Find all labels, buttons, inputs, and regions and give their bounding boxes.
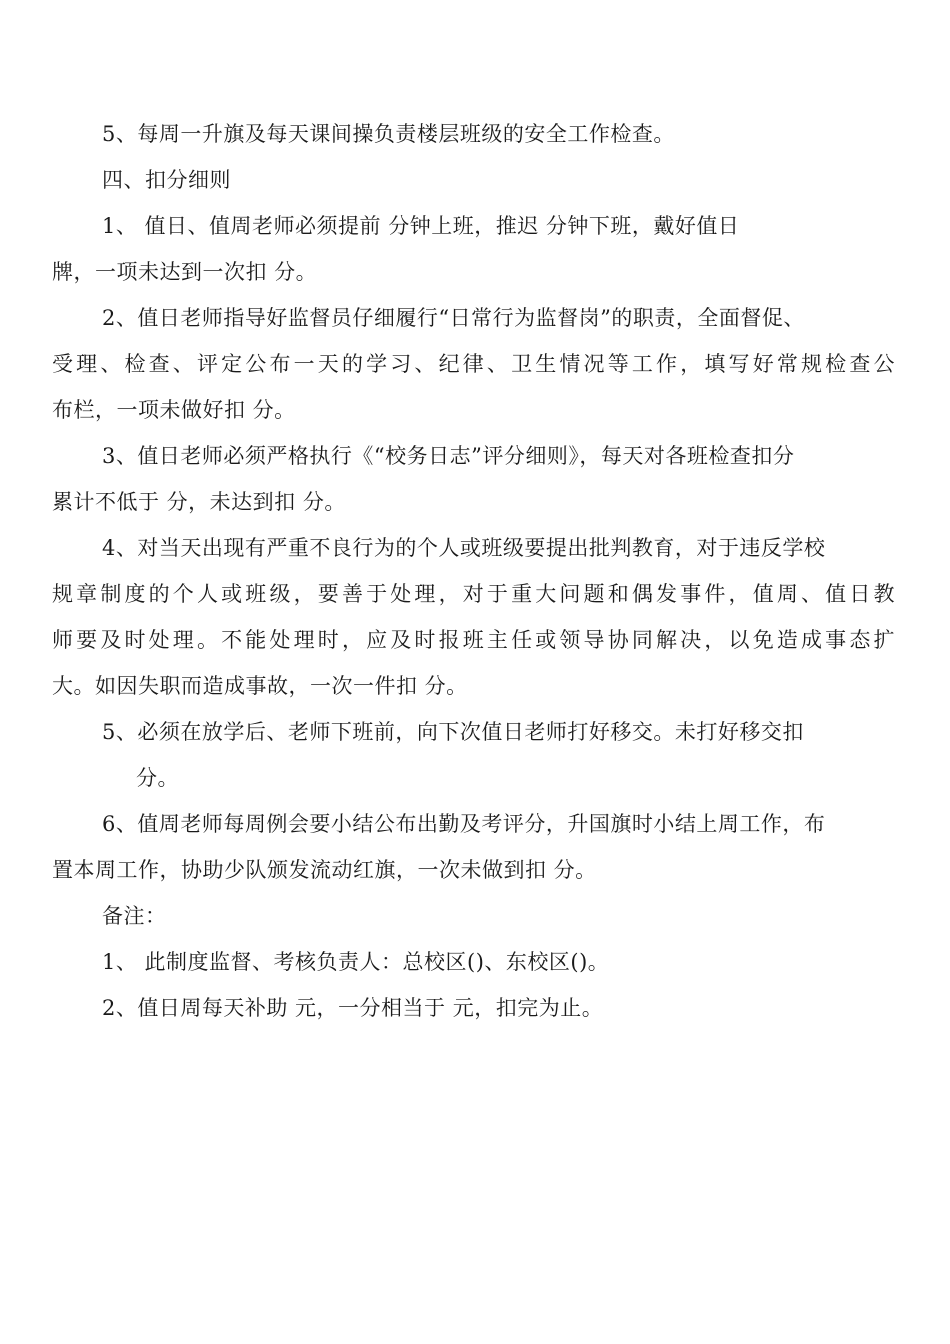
- rule-4-line-1: 4、对当天出现有严重不良行为的个人或班级要提出批判教育，对于违反学校: [102, 536, 826, 560]
- rule-1-line-2: 牌，一项未达到一次扣 分。: [52, 260, 318, 284]
- rule-2-line-3: 布栏，一项未做好扣 分。: [52, 398, 296, 422]
- note-1: 1、 此制度监督、考核负责人：总校区()、东校区()。: [102, 950, 610, 974]
- rule-2-line-1: 2、值日老师指导好监督员仔细履行“日常行为监督岗”的职责，全面督促、: [102, 306, 805, 330]
- notes-heading: 备注：: [102, 904, 167, 928]
- rule-6-line-2: 置本周工作，协助少队颁发流动红旗，一次未做到扣 分。: [52, 858, 597, 882]
- section-heading-deduction-rules: 四、扣分细则: [102, 168, 231, 192]
- duty-item-5: 5、每周一升旗及每天课间操负责楼层班级的安全工作检查。: [102, 122, 675, 146]
- rule-4-line-4: 大。如因失职而造成事故，一次一件扣 分。: [52, 674, 468, 698]
- rule-5-line-2: 分。: [136, 766, 179, 790]
- rule-6-line-1: 6、值周老师每周例会要小结公布出勤及考评分，升国旗时小结上周工作，布: [102, 812, 826, 836]
- rule-3-line-2: 累计不低于 分，未达到扣 分。: [52, 490, 346, 514]
- rule-1-line-1: 1、 值日、值周老师必须提前 分钟上班，推迟 分钟下班，戴好值日: [102, 214, 740, 238]
- rule-2-line-2: 受理、检查、评定公布一天的学习、纪律、卫生情况等工作，填写好常规检查公: [52, 352, 895, 376]
- rule-3-line-1: 3、值日老师必须严格执行《“校务日志”评分细则》，每天对各班检查扣分: [102, 444, 795, 468]
- note-2: 2、值日周每天补助 元，一分相当于 元，扣完为止。: [102, 996, 604, 1020]
- rule-5-line-1: 5、必须在放学后、老师下班前，向下次值日老师打好移交。未打好移交扣: [102, 720, 804, 744]
- rule-4-line-2: 规章制度的个人或班级，要善于处理，对于重大问题和偶发事件，值周、值日教: [52, 582, 895, 606]
- rule-4-line-3: 师要及时处理。不能处理时，应及时报班主任或领导协同解决，以免造成事态扩: [52, 628, 895, 652]
